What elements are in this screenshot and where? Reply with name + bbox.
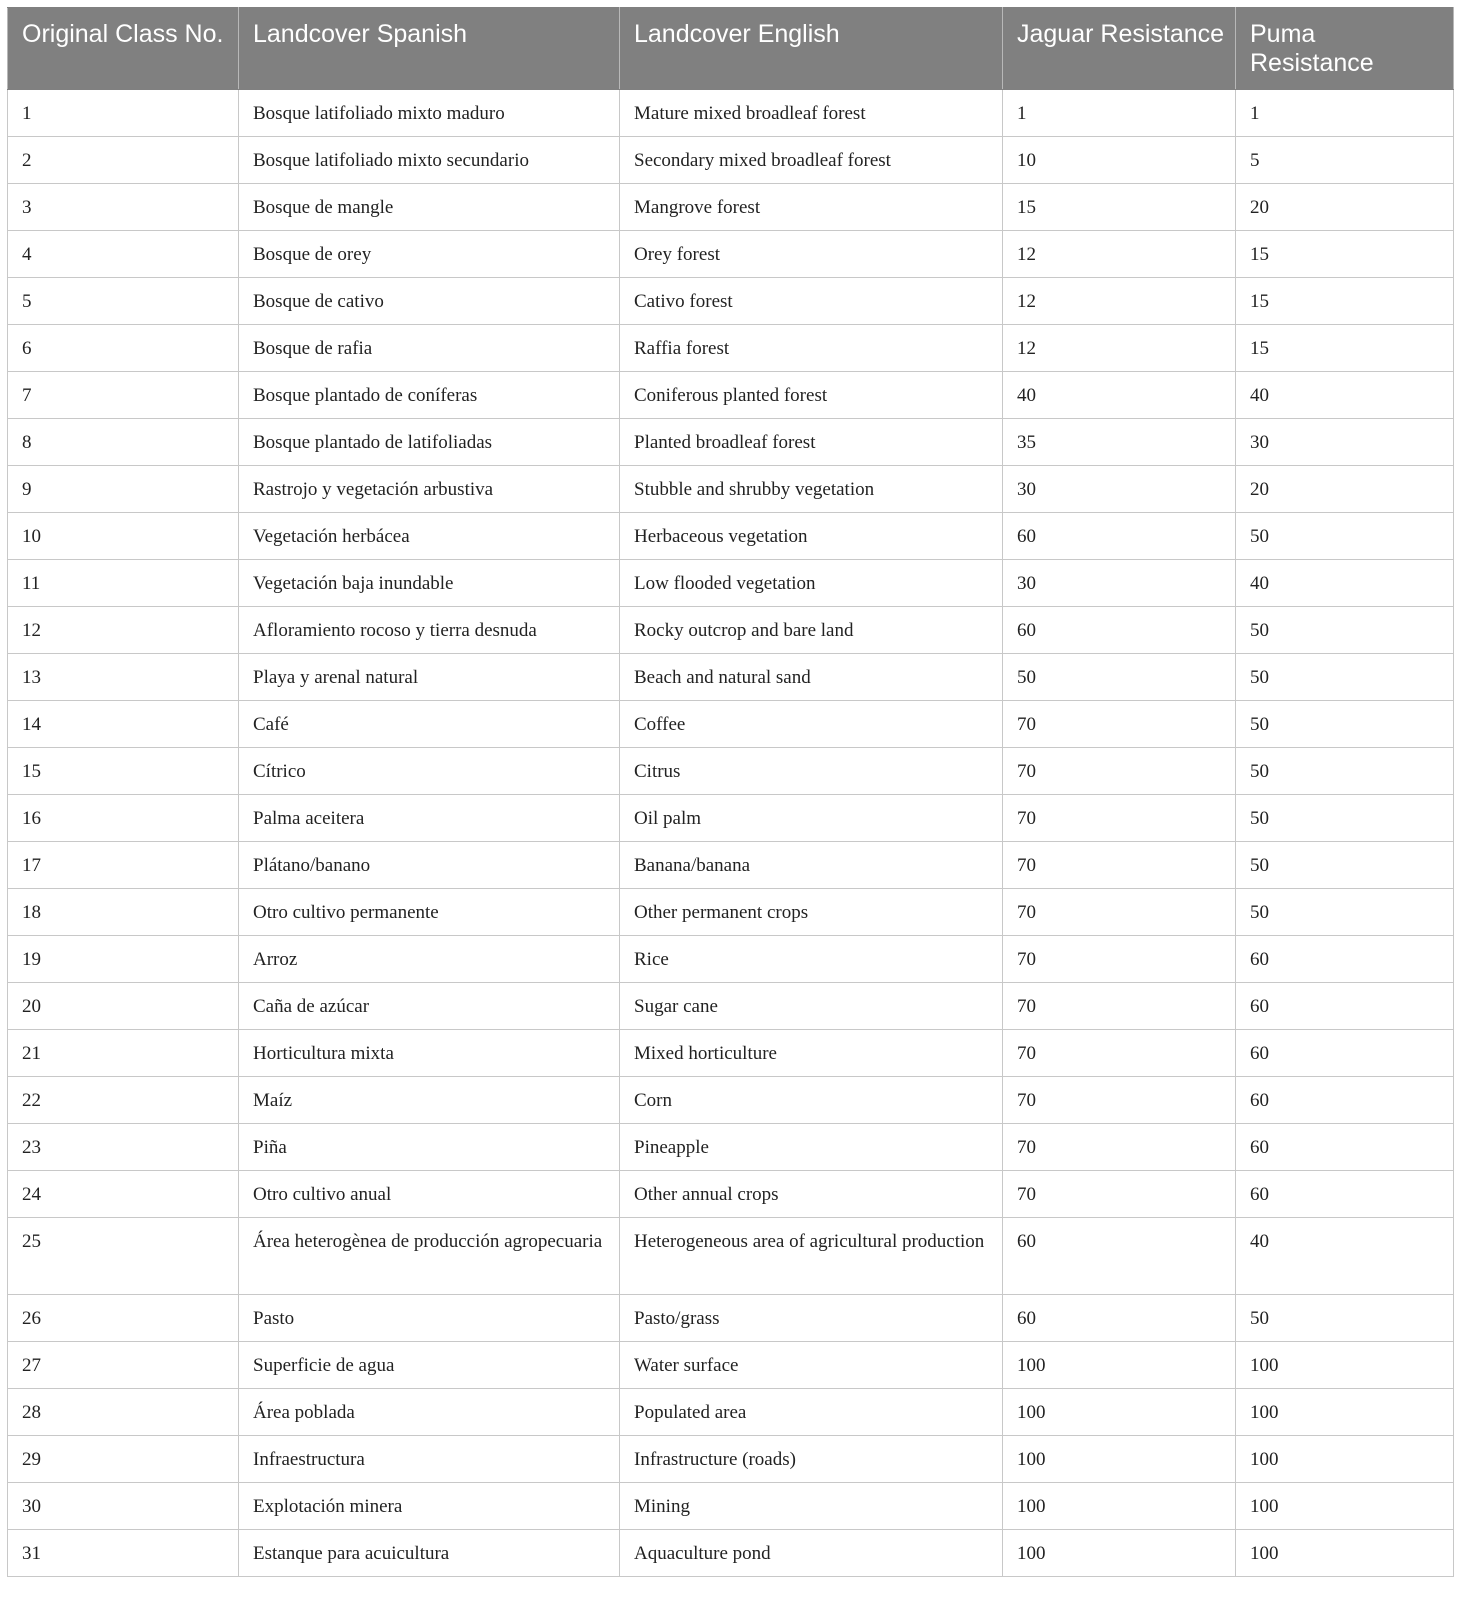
cell-puma-resistance: 50 (1236, 513, 1454, 560)
cell-jaguar-resistance: 100 (1003, 1483, 1236, 1530)
cell-jaguar-resistance: 60 (1003, 1218, 1236, 1295)
table-row (8, 1530, 1454, 1577)
cell-class-no: 27 (8, 1342, 239, 1389)
cell-jaguar-resistance: 35 (1003, 419, 1236, 466)
cell-puma-resistance: 100 (1236, 1436, 1454, 1483)
cell-puma-resistance: 50 (1236, 842, 1454, 889)
cell-puma-resistance: 15 (1236, 278, 1454, 325)
cell-class-no: 11 (8, 560, 239, 607)
table-row (8, 1171, 1454, 1218)
cell-class-no: 21 (8, 1030, 239, 1077)
cell-class-no: 10 (8, 513, 239, 560)
cell-jaguar-resistance: 100 (1003, 1342, 1236, 1389)
header-original-class-no: Original Class No. (8, 8, 239, 90)
cell-puma-resistance: 50 (1236, 795, 1454, 842)
cell-landcover-english: Secondary mixed broadleaf forest (620, 137, 1003, 184)
cell-jaguar-resistance: 100 (1003, 1389, 1236, 1436)
cell-jaguar-resistance: 70 (1003, 936, 1236, 983)
cell-jaguar-resistance: 10 (1003, 137, 1236, 184)
table-row (8, 184, 1454, 231)
cell-landcover-english: Low flooded vegetation (620, 560, 1003, 607)
cell-jaguar-resistance: 70 (1003, 983, 1236, 1030)
cell-puma-resistance: 40 (1236, 560, 1454, 607)
cell-jaguar-resistance: 70 (1003, 889, 1236, 936)
cell-landcover-spanish: Maíz (239, 1077, 620, 1124)
cell-puma-resistance: 15 (1236, 231, 1454, 278)
cell-jaguar-resistance: 60 (1003, 607, 1236, 654)
cell-puma-resistance: 60 (1236, 983, 1454, 1030)
cell-puma-resistance: 1 (1236, 90, 1454, 137)
cell-landcover-english: Coffee (620, 701, 1003, 748)
cell-landcover-english: Pasto/grass (620, 1295, 1003, 1342)
cell-jaguar-resistance: 70 (1003, 1030, 1236, 1077)
cell-landcover-spanish: Bosque de mangle (239, 184, 620, 231)
cell-landcover-english: Raffia forest (620, 325, 1003, 372)
cell-landcover-english: Mangrove forest (620, 184, 1003, 231)
cell-landcover-spanish: Bosque latifoliado mixto maduro (239, 90, 620, 137)
cell-puma-resistance: 60 (1236, 936, 1454, 983)
cell-puma-resistance: 50 (1236, 607, 1454, 654)
cell-landcover-english: Water surface (620, 1342, 1003, 1389)
cell-landcover-english: Mature mixed broadleaf forest (620, 90, 1003, 137)
cell-landcover-english: Other annual crops (620, 1171, 1003, 1218)
header-puma-resistance: Puma Resistance (1236, 8, 1454, 90)
cell-landcover-spanish: Palma aceitera (239, 795, 620, 842)
cell-class-no: 31 (8, 1530, 239, 1577)
cell-class-no: 17 (8, 842, 239, 889)
cell-puma-resistance: 100 (1236, 1483, 1454, 1530)
cell-landcover-english: Orey forest (620, 231, 1003, 278)
cell-class-no: 13 (8, 654, 239, 701)
cell-class-no: 19 (8, 936, 239, 983)
cell-class-no: 23 (8, 1124, 239, 1171)
cell-landcover-english: Planted broadleaf forest (620, 419, 1003, 466)
cell-landcover-english: Corn (620, 1077, 1003, 1124)
cell-landcover-spanish: Otro cultivo anual (239, 1171, 620, 1218)
cell-jaguar-resistance: 60 (1003, 1295, 1236, 1342)
cell-class-no: 5 (8, 278, 239, 325)
cell-class-no: 12 (8, 607, 239, 654)
cell-class-no: 29 (8, 1436, 239, 1483)
cell-puma-resistance: 60 (1236, 1030, 1454, 1077)
cell-landcover-spanish: Caña de azúcar (239, 983, 620, 1030)
cell-class-no: 25 (8, 1218, 239, 1295)
table-row (8, 278, 1454, 325)
table-row (8, 231, 1454, 278)
table-body (8, 90, 1454, 1577)
table-row (8, 325, 1454, 372)
table-row (8, 1342, 1454, 1389)
cell-landcover-english: Coniferous planted forest (620, 372, 1003, 419)
cell-landcover-english: Cativo forest (620, 278, 1003, 325)
cell-class-no: 24 (8, 1171, 239, 1218)
cell-landcover-spanish: Bosque de cativo (239, 278, 620, 325)
cell-landcover-english: Populated area (620, 1389, 1003, 1436)
cell-class-no: 9 (8, 466, 239, 513)
table-row (8, 1030, 1454, 1077)
cell-jaguar-resistance: 70 (1003, 1124, 1236, 1171)
cell-landcover-spanish: Bosque plantado de coníferas (239, 372, 620, 419)
cell-puma-resistance: 60 (1236, 1171, 1454, 1218)
table-row (8, 1389, 1454, 1436)
cell-class-no: 2 (8, 137, 239, 184)
cell-puma-resistance: 60 (1236, 1124, 1454, 1171)
table-row (8, 748, 1454, 795)
cell-class-no: 16 (8, 795, 239, 842)
cell-landcover-english: Pineapple (620, 1124, 1003, 1171)
cell-landcover-spanish: Infraestructura (239, 1436, 620, 1483)
table-row (8, 983, 1454, 1030)
cell-landcover-english: Herbaceous vegetation (620, 513, 1003, 560)
table-row (8, 419, 1454, 466)
cell-landcover-english: Mining (620, 1483, 1003, 1530)
cell-landcover-spanish: Pasto (239, 1295, 620, 1342)
cell-class-no: 8 (8, 419, 239, 466)
table-row (8, 466, 1454, 513)
cell-jaguar-resistance: 30 (1003, 560, 1236, 607)
cell-landcover-spanish: Área poblada (239, 1389, 620, 1436)
cell-landcover-english: Oil palm (620, 795, 1003, 842)
cell-landcover-english: Sugar cane (620, 983, 1003, 1030)
table-row (8, 889, 1454, 936)
table-row (8, 1124, 1454, 1171)
table-row (8, 1077, 1454, 1124)
table-row (8, 936, 1454, 983)
cell-jaguar-resistance: 100 (1003, 1436, 1236, 1483)
header-jaguar-resistance: Jaguar Resistance (1003, 8, 1236, 90)
cell-puma-resistance: 50 (1236, 654, 1454, 701)
cell-class-no: 7 (8, 372, 239, 419)
table-row (8, 560, 1454, 607)
table-row (8, 701, 1454, 748)
cell-landcover-spanish: Vegetación herbácea (239, 513, 620, 560)
cell-class-no: 20 (8, 983, 239, 1030)
cell-landcover-spanish: Otro cultivo permanente (239, 889, 620, 936)
cell-puma-resistance: 50 (1236, 701, 1454, 748)
cell-class-no: 3 (8, 184, 239, 231)
cell-jaguar-resistance: 100 (1003, 1530, 1236, 1577)
cell-puma-resistance: 100 (1236, 1342, 1454, 1389)
cell-class-no: 26 (8, 1295, 239, 1342)
cell-landcover-english: Rice (620, 936, 1003, 983)
cell-class-no: 15 (8, 748, 239, 795)
cell-puma-resistance: 50 (1236, 889, 1454, 936)
landcover-resistance-table-container (7, 7, 1453, 1577)
cell-jaguar-resistance: 60 (1003, 513, 1236, 560)
table-row (8, 137, 1454, 184)
cell-puma-resistance: 20 (1236, 466, 1454, 513)
cell-landcover-spanish: Horticultura mixta (239, 1030, 620, 1077)
cell-puma-resistance: 100 (1236, 1530, 1454, 1577)
table-row (8, 607, 1454, 654)
table-row (8, 795, 1454, 842)
cell-landcover-spanish: Arroz (239, 936, 620, 983)
cell-puma-resistance: 5 (1236, 137, 1454, 184)
header-landcover-english: Landcover English (620, 8, 1003, 90)
cell-landcover-english: Banana/banana (620, 842, 1003, 889)
table-row (8, 1295, 1454, 1342)
table-row (8, 513, 1454, 560)
header-row (8, 8, 1454, 90)
cell-landcover-english: Heterogeneous area of agricultural production (620, 1218, 1003, 1295)
cell-jaguar-resistance: 70 (1003, 842, 1236, 889)
cell-class-no: 4 (8, 231, 239, 278)
cell-landcover-spanish: Piña (239, 1124, 620, 1171)
header-landcover-spanish: Landcover Spanish (239, 8, 620, 90)
cell-landcover-spanish: Bosque plantado de latifoliadas (239, 419, 620, 466)
cell-landcover-spanish: Afloramiento rocoso y tierra desnuda (239, 607, 620, 654)
table-row (8, 90, 1454, 137)
cell-landcover-english: Beach and natural sand (620, 654, 1003, 701)
cell-puma-resistance: 100 (1236, 1389, 1454, 1436)
table-row (8, 1218, 1454, 1295)
cell-jaguar-resistance: 70 (1003, 795, 1236, 842)
cell-puma-resistance: 50 (1236, 748, 1454, 795)
cell-landcover-spanish: Área heterogènea de producción agropecuaria (239, 1218, 620, 1295)
cell-jaguar-resistance: 50 (1003, 654, 1236, 701)
cell-landcover-english: Mixed horticulture (620, 1030, 1003, 1077)
cell-puma-resistance: 60 (1236, 1077, 1454, 1124)
table-header (8, 8, 1454, 90)
cell-landcover-english: Rocky outcrop and bare land (620, 607, 1003, 654)
table-row (8, 654, 1454, 701)
cell-jaguar-resistance: 12 (1003, 325, 1236, 372)
cell-class-no: 14 (8, 701, 239, 748)
cell-class-no: 30 (8, 1483, 239, 1530)
cell-landcover-spanish: Estanque para acuicultura (239, 1530, 620, 1577)
table-row (8, 842, 1454, 889)
cell-puma-resistance: 50 (1236, 1295, 1454, 1342)
cell-class-no: 6 (8, 325, 239, 372)
cell-jaguar-resistance: 70 (1003, 1171, 1236, 1218)
cell-jaguar-resistance: 12 (1003, 278, 1236, 325)
cell-landcover-spanish: Plátano/banano (239, 842, 620, 889)
cell-landcover-spanish: Playa y arenal natural (239, 654, 620, 701)
cell-puma-resistance: 40 (1236, 1218, 1454, 1295)
cell-jaguar-resistance: 15 (1003, 184, 1236, 231)
cell-landcover-spanish: Cítrico (239, 748, 620, 795)
table-row (8, 372, 1454, 419)
cell-landcover-english: Infrastructure (roads) (620, 1436, 1003, 1483)
cell-landcover-english: Citrus (620, 748, 1003, 795)
cell-landcover-spanish: Rastrojo y vegetación arbustiva (239, 466, 620, 513)
cell-class-no: 28 (8, 1389, 239, 1436)
cell-jaguar-resistance: 70 (1003, 748, 1236, 795)
table-row (8, 1483, 1454, 1530)
cell-class-no: 1 (8, 90, 239, 137)
cell-landcover-spanish: Bosque de orey (239, 231, 620, 278)
cell-puma-resistance: 15 (1236, 325, 1454, 372)
cell-jaguar-resistance: 40 (1003, 372, 1236, 419)
cell-jaguar-resistance: 1 (1003, 90, 1236, 137)
cell-landcover-english: Other permanent crops (620, 889, 1003, 936)
cell-landcover-spanish: Bosque de rafia (239, 325, 620, 372)
cell-landcover-spanish: Bosque latifoliado mixto secundario (239, 137, 620, 184)
cell-jaguar-resistance: 70 (1003, 1077, 1236, 1124)
table-row (8, 1436, 1454, 1483)
cell-puma-resistance: 40 (1236, 372, 1454, 419)
cell-puma-resistance: 20 (1236, 184, 1454, 231)
cell-class-no: 22 (8, 1077, 239, 1124)
cell-landcover-spanish: Café (239, 701, 620, 748)
landcover-resistance-table (7, 7, 1454, 1577)
cell-jaguar-resistance: 70 (1003, 701, 1236, 748)
cell-landcover-spanish: Superficie de agua (239, 1342, 620, 1389)
cell-landcover-spanish: Explotación minera (239, 1483, 620, 1530)
cell-class-no: 18 (8, 889, 239, 936)
cell-jaguar-resistance: 30 (1003, 466, 1236, 513)
cell-puma-resistance: 30 (1236, 419, 1454, 466)
cell-landcover-spanish: Vegetación baja inundable (239, 560, 620, 607)
cell-jaguar-resistance: 12 (1003, 231, 1236, 278)
cell-landcover-english: Aquaculture pond (620, 1530, 1003, 1577)
cell-landcover-english: Stubble and shrubby vegetation (620, 466, 1003, 513)
